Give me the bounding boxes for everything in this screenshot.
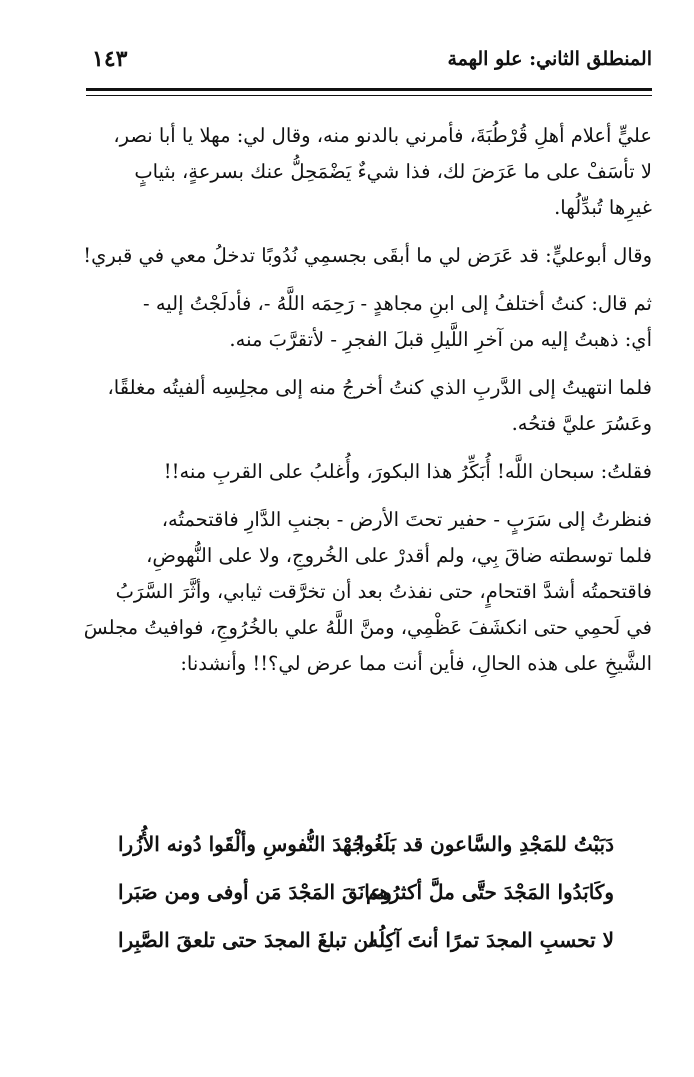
text-line: فاقتحمتُه أشدَّ اقتحامٍ، حتى نفذتُ بعد أن تخرَّقت ثيابي، وأثَّرَ السَّرَبُ (115, 580, 652, 603)
text-line: فنظرتُ إلى سَرَبٍ - حفير تحتَ الأرض - بجنبِ الدَّارِ فاقتحمتُه، (161, 508, 652, 531)
paragraph (86, 370, 652, 442)
text-line: وعَسُرَ عليَّ فتحُه. (511, 412, 652, 435)
paragraph (86, 118, 652, 226)
text-line: فلما انتهيتُ إلى الدَّربِ الذي كنتُ أخرجُ منه إلى مجلِسِه ألفيتُه مغلقًا، (107, 376, 652, 399)
paragraph (86, 286, 652, 358)
verse-first-hemistich: وكَابَدُوا المَجْدَ حتَّى ملَّ أكثرُهم (366, 880, 614, 904)
poem (86, 832, 652, 976)
poem-verse (86, 832, 652, 880)
text-line: في لَحمِي حتى انكشَفَ عَظْمِي، ومنَّ اللَّهُ علي بالخُرُوجِ، فوافيتُ مجلسَ (83, 616, 652, 639)
text-line: الشَّيخِ على هذه الحالِ، فأين أنت مما عرض لي؟!! وأنشدنا: (180, 652, 652, 675)
header-rule-thin (86, 95, 652, 96)
text-line: فقلتُ: سبحان اللَّه! أُبَكِّرُ هذا البكورَ، وأُغلبُ على القربِ منه!! (163, 460, 652, 483)
body-text (83, 118, 652, 694)
text-line: وقال أبوعليٍّ: قد عَرَض لي ما أبقَى بجسمِي نُدُوبًا تدخلُ معي في قبري! (83, 244, 652, 267)
paragraph (83, 502, 652, 682)
text-line: لا تأسَفْ على ما عَرَضَ لك، فذا شيءٌ يَضْمَحِلُّ عنك بسرعةٍ، بثيابٍ (134, 160, 652, 183)
verse-second-hemistich: لن تبلغَ المجدَ حتى تلعقَ الصَّبِرا (118, 928, 375, 952)
text-line: أي: ذهبتُ إليه من آخرِ اللَّيلِ قبلَ الفجرِ - لأتقرَّبَ منه. (229, 328, 652, 351)
page-number: ١٤٣ (92, 46, 128, 72)
text-line: ثم قال: كنتُ أختلفُ إلى ابنِ مجاهدٍ - رَحِمَه اللَّهُ -، فأدلَجْتُ إليه - (143, 292, 652, 315)
poem-verse (86, 928, 652, 976)
verse-second-hemistich: وعانَقَ المَجْدَ مَن أوفى ومن صَبَرا (118, 880, 392, 904)
text-line: غيرِها تُبدِّلُها. (554, 196, 652, 219)
poem-verse (86, 880, 652, 928)
chapter-title: المنطلق الثاني: علو الهمة (447, 48, 652, 70)
running-header (86, 44, 652, 78)
header-rule-thick (86, 88, 652, 91)
text-line: عليٍّ أعلام أهلِ قُرْطُبَةَ، فأمرني بالدنو منه، وقال لي: مهلا يا أبا نصر، (113, 124, 652, 147)
verse-second-hemistich: جُهْدَ النُّفوسِ وألْقَوا دُونه الأُزُرا (118, 832, 365, 856)
paragraph (86, 454, 652, 490)
verse-first-hemistich: لا تحسبِ المجدَ تمرًا أنتَ آكِلُه (368, 928, 614, 952)
paragraph (83, 238, 652, 274)
verse-first-hemistich: دَبَبْتُ للمَجْدِ والسَّاعون قد بَلَغُوا (358, 832, 614, 856)
text-line: فلما توسطته ضاقَ بِي، ولم أقدرْ على الخُروجِ، ولا على النُّهوضِ، (146, 544, 652, 567)
